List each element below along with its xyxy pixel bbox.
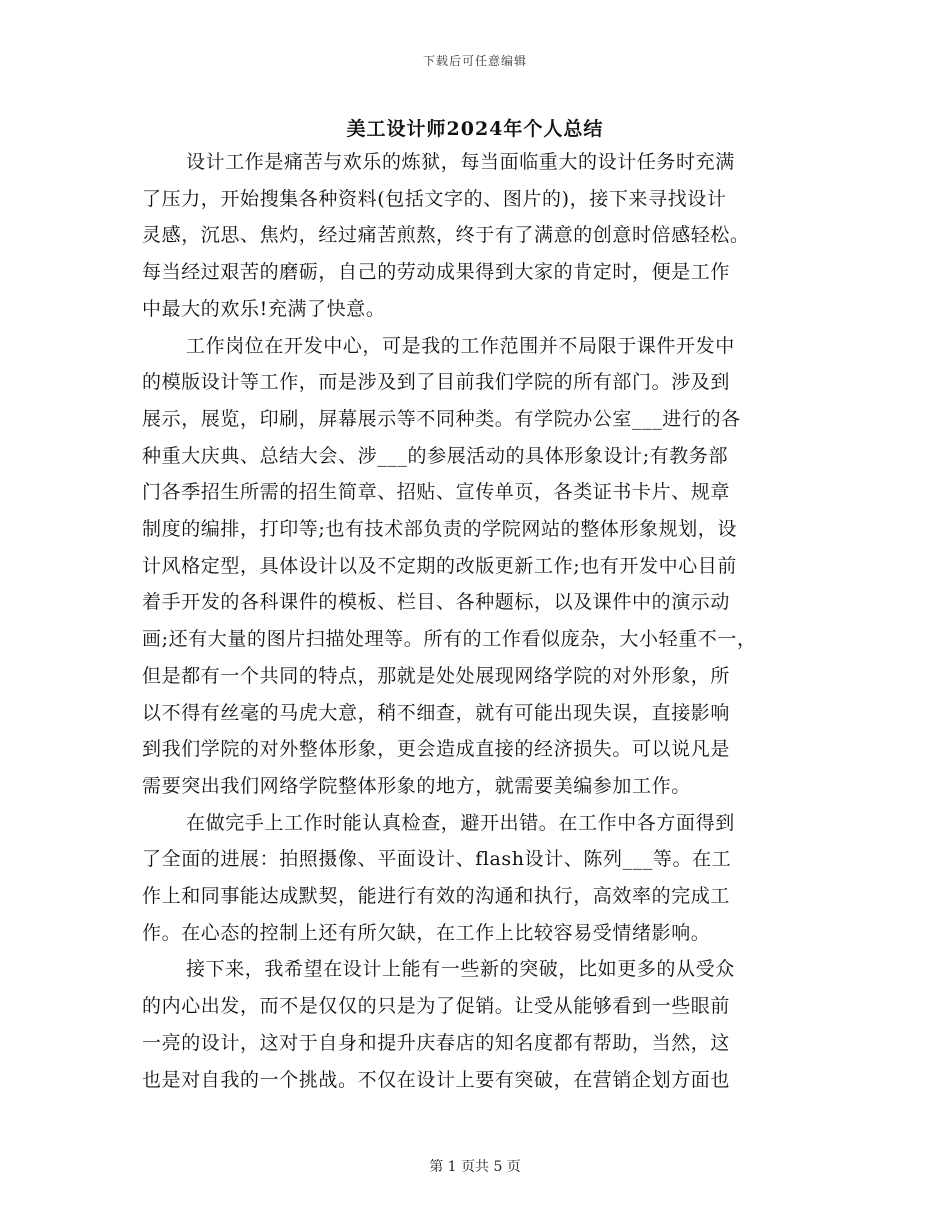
text-line: 的模版设计等工作，而是涉及到了目前我们学院的所有部门。涉及到 bbox=[142, 371, 731, 394]
text-line: 在做完手上工作时能认真检查，避开出错。在工作中各方面得到 bbox=[186, 811, 735, 834]
page-number: 第 1 页共 5 页 bbox=[429, 1159, 521, 1175]
text-line: 画;还有大量的图片扫描处理等。所有的工作看似庞杂，大小轻重不一， bbox=[142, 628, 757, 651]
text-line: 展示，展览，印刷，屏幕展示等不同种类。有学院办公室___进行的各 bbox=[142, 407, 741, 430]
text-line: 门各季招生所需的招生简章、招贴、宣传单页，各类证书卡片、规章 bbox=[142, 481, 731, 504]
header-note: 下载后可任意编辑 bbox=[422, 54, 527, 68]
text-line: 制度的编排，打印等;也有技术部负责的学院网站的整体形象规划，设 bbox=[142, 518, 738, 541]
text-line: 也是对自我的一个挑战。不仅在设计上要有突破，在营销企划方面也 bbox=[142, 1068, 731, 1091]
text-line: 但是都有一个共同的特点，那就是处处展现网络学院的对外形象，所 bbox=[142, 664, 731, 687]
paragraph-3 bbox=[142, 805, 812, 952]
paragraph-1 bbox=[142, 144, 812, 328]
document-title: 美工设计师2024年个人总结 bbox=[346, 118, 604, 140]
text-line: 需要突出我们网络学院整体形象的地方，就需要美编参加工作。 bbox=[142, 774, 691, 797]
text-line: 以不得有丝毫的马虎大意，稍不细查，就有可能出现失误，直接影响 bbox=[142, 701, 731, 724]
text-line: 接下来，我希望在设计上能有一些新的突破，比如更多的从受众 bbox=[186, 958, 735, 981]
paragraph-2 bbox=[142, 328, 812, 805]
document-body bbox=[142, 144, 812, 1098]
text-line: 了全面的进展：拍照摄像、平面设计、flash设计、陈列___等。在工 bbox=[142, 848, 732, 871]
text-line: 工作岗位在开发中心，可是我的工作范围并不局限于课件开发中 bbox=[186, 334, 735, 357]
text-line: 种重大庆典、总结大会、涉___的参展活动的具体形象设计;有教务部 bbox=[142, 444, 729, 467]
text-line: 作上和同事能达成默契，能进行有效的沟通和执行，高效率的完成工 bbox=[142, 885, 731, 908]
text-line: 灵感，沉思、焦灼，经过痛苦煎熬，终于有了满意的创意时倍感轻松。 bbox=[142, 224, 750, 247]
text-line: 设计工作是痛苦与欢乐的炼狱，每当面临重大的设计任务时充满 bbox=[186, 151, 735, 173]
text-line: 着手开发的各科课件的模板、栏目、各种题标，以及课件中的演示动 bbox=[142, 591, 731, 614]
text-line: 中最大的欢乐!充满了快意。 bbox=[142, 297, 386, 320]
paragraph-4 bbox=[142, 951, 812, 1098]
text-line: 每当经过艰苦的磨砺，自己的劳动成果得到大家的肯定时，便是工作 bbox=[142, 261, 731, 284]
text-line: 计风格定型，具体设计以及不定期的改版更新工作;也有开发中心目前 bbox=[142, 554, 738, 577]
text-line: 一亮的设计，这对于自身和提升庆春店的知名度都有帮助，当然，这 bbox=[142, 1031, 731, 1054]
text-line: 作。在心态的控制上还有所欠缺，在工作上比较容易受情绪影响。 bbox=[142, 921, 711, 944]
text-line: 到我们学院的对外整体形象，更会造成直接的经济损失。可以说凡是 bbox=[142, 738, 731, 761]
text-line: 了压力，开始搜集各种资料(包括文字的、图片的)，接下来寻找设计 bbox=[142, 187, 727, 210]
text-line: 的内心出发，而不是仅仅的只是为了促销。让受从能够看到一些眼前 bbox=[142, 995, 731, 1018]
